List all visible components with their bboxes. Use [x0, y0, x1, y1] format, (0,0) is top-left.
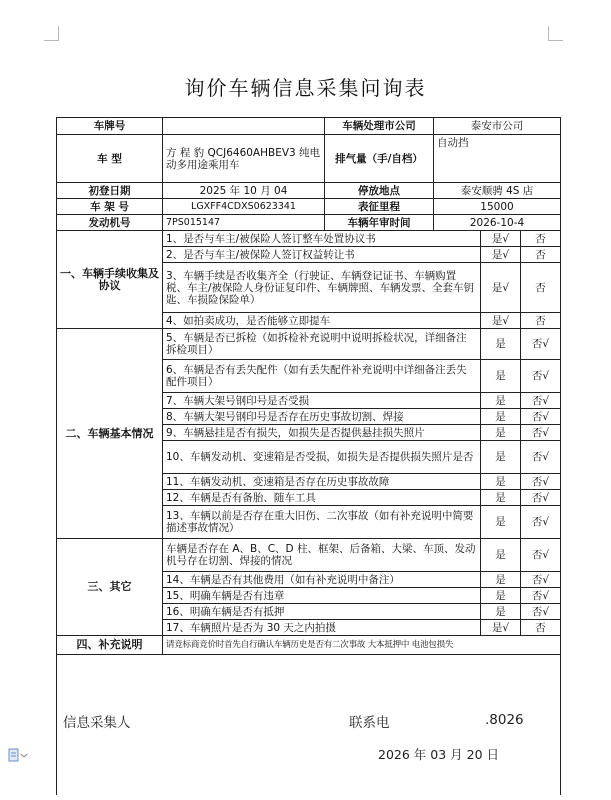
mileage-label: 表征里程 [325, 199, 434, 215]
answer-yes: 是 [481, 329, 521, 360]
answer-yes: 是 [481, 539, 521, 572]
question-text: 8、车辆大架号钢印号是否存在历史事故切割、焊接 [163, 409, 481, 425]
answer-no: 否 [521, 231, 561, 247]
answer-yes: 是 [481, 572, 521, 588]
table-row [57, 135, 561, 183]
page-corner-mark-right [548, 26, 563, 41]
answer-no: 否√ [521, 474, 561, 490]
table-row [57, 215, 561, 231]
answer-yes: 是 [481, 588, 521, 604]
answer-yes: 是 [481, 393, 521, 409]
table-row [57, 329, 561, 360]
answer-yes: 是√ [481, 263, 521, 313]
section-title: 三、其它 [57, 539, 163, 636]
question-text: 9、车辆悬挂是否有损失，如损失是否提供悬挂损失照片 [163, 425, 481, 441]
engine-value: 7PS015147 [163, 215, 325, 231]
answer-no: 否√ [521, 604, 561, 620]
question-text: 5、车辆是否已拆检（如拆检补充说明中说明拆检状况，详细备注拆检项目） [163, 329, 481, 360]
answer-no: 否√ [521, 329, 561, 360]
answer-no: 否√ [521, 572, 561, 588]
answer-no: 否 [521, 247, 561, 263]
answer-no: 否√ [521, 425, 561, 441]
collector-label: 信息采集人 [63, 715, 131, 731]
office-label: 车辆处理市公司 [325, 118, 434, 135]
section-title: 一、车辆手续收集及协议 [57, 231, 163, 329]
contact-value: .8026 [485, 712, 524, 728]
answer-no: 否√ [521, 506, 561, 539]
answer-no: 否√ [521, 360, 561, 393]
answer-yes: 是 [481, 425, 521, 441]
answer-no: 否 [521, 313, 561, 329]
displacement-label: 排气量（手/自档） [325, 135, 434, 183]
model-value: 方 程 豹 QCJ6460AHBEV3 纯电动多用途乘用车 [163, 135, 325, 183]
engine-label: 发动机号 [57, 215, 163, 231]
reg-date-value: 2025 年 10 月 04 [163, 183, 325, 199]
answer-yes: 是 [481, 490, 521, 506]
inquiry-table [56, 117, 561, 795]
document-icon[interactable] [8, 748, 28, 764]
answer-no: 否√ [521, 588, 561, 604]
remarks-text: 请竞标商竞价时首先自行确认车辆历史是否有二次事故 大本抵押中 电池包损失 [163, 636, 561, 655]
table-row [57, 539, 561, 572]
contact-label: 联系电 [349, 715, 390, 731]
question-text: 2、是否与车主/被保险人签订权益转让书 [163, 247, 481, 263]
answer-yes: 是 [481, 360, 521, 393]
question-text: 13、车辆以前是否存在重大旧伤、二次事故（如有补充说明中简要描述事故情况） [163, 506, 481, 539]
answer-yes: 是 [481, 474, 521, 490]
answer-no: 否√ [521, 539, 561, 572]
section-title: 四、补充说明 [57, 636, 163, 655]
page-title: 询价车辆信息采集问询表 [184, 76, 427, 100]
displacement-value: 自动挡 [434, 135, 561, 183]
question-text: 14、车辆是否有其他费用（如有补充说明中备注） [163, 572, 481, 588]
frame-label: 车 架 号 [57, 199, 163, 215]
frame-value: LGXFF4CDXS0623341 [163, 199, 325, 215]
question-text: 10、车辆发动机、变速箱是否受损，如损失是否提供损失照片是否 [163, 441, 481, 474]
office-value: 泰安市公司 [434, 118, 561, 135]
mileage-value: 15000 [434, 199, 561, 215]
answer-no: 否√ [521, 409, 561, 425]
answer-no: 否√ [521, 441, 561, 474]
answer-no: 否 [521, 263, 561, 313]
inspection-label: 车辆年审时间 [325, 215, 434, 231]
question-text: 16、明确车辆是否有抵押 [163, 604, 481, 620]
question-text: 1、是否与车主/被保险人签订整车处置协议书 [163, 231, 481, 247]
question-text: 6、车辆是否有丢失配件（如有丢失配件补充说明中详细备注丢失配件项目） [163, 360, 481, 393]
answer-no: 否 [521, 620, 561, 636]
question-text: 车辆是否存在 A、B、C、D 柱、框架、后备箱、大梁、车顶、发动机号存在切割、焊接的情况 [163, 539, 481, 572]
answer-yes: 是 [481, 441, 521, 474]
answer-yes: 是 [481, 604, 521, 620]
table-row [57, 636, 561, 655]
answer-no: 否√ [521, 490, 561, 506]
question-text: 11、车辆发动机、变速箱是否存在历史事故故障 [163, 474, 481, 490]
model-label: 车 型 [57, 135, 163, 183]
question-text: 3、车辆手续是否收集齐全（行驶证、车辆登记证书、车辆购置税、车主/被保险人身份证复印件、车辆牌照、车辆发票、全套车钥匙、车损险保险单） [163, 263, 481, 313]
answer-yes: 是√ [481, 247, 521, 263]
page-corner-mark-left [44, 26, 59, 41]
question-text: 7、车辆大架号钢印号是否受损 [163, 393, 481, 409]
plate-label: 车牌号 [57, 118, 163, 135]
question-text: 15、明确车辆是否有违章 [163, 588, 481, 604]
question-text: 17、车辆照片是否为 30 天之内拍摄 [163, 620, 481, 636]
table-row [57, 231, 561, 247]
table-row [57, 183, 561, 199]
location-label: 停放地点 [325, 183, 434, 199]
answer-no: 否√ [521, 393, 561, 409]
plate-value [163, 118, 325, 135]
section-title: 二、车辆基本情况 [57, 329, 163, 539]
inspection-value: 2026-10-4 [434, 215, 561, 231]
signature-date: 2026 年 03 月 20 日 [378, 747, 499, 762]
reg-date-label: 初登日期 [57, 183, 163, 199]
answer-yes: 是√ [481, 620, 521, 636]
answer-yes: 是√ [481, 231, 521, 247]
question-text: 4、如拍卖成功，是否能够立即提车 [163, 313, 481, 329]
answer-yes: 是 [481, 409, 521, 425]
table-row [57, 199, 561, 215]
table-row [57, 118, 561, 135]
answer-yes: 是 [481, 506, 521, 539]
location-value: 泰安顺骋 4S 店 [434, 183, 561, 199]
question-text: 12、车辆是否有备胎、随车工具 [163, 490, 481, 506]
answer-yes: 是√ [481, 313, 521, 329]
